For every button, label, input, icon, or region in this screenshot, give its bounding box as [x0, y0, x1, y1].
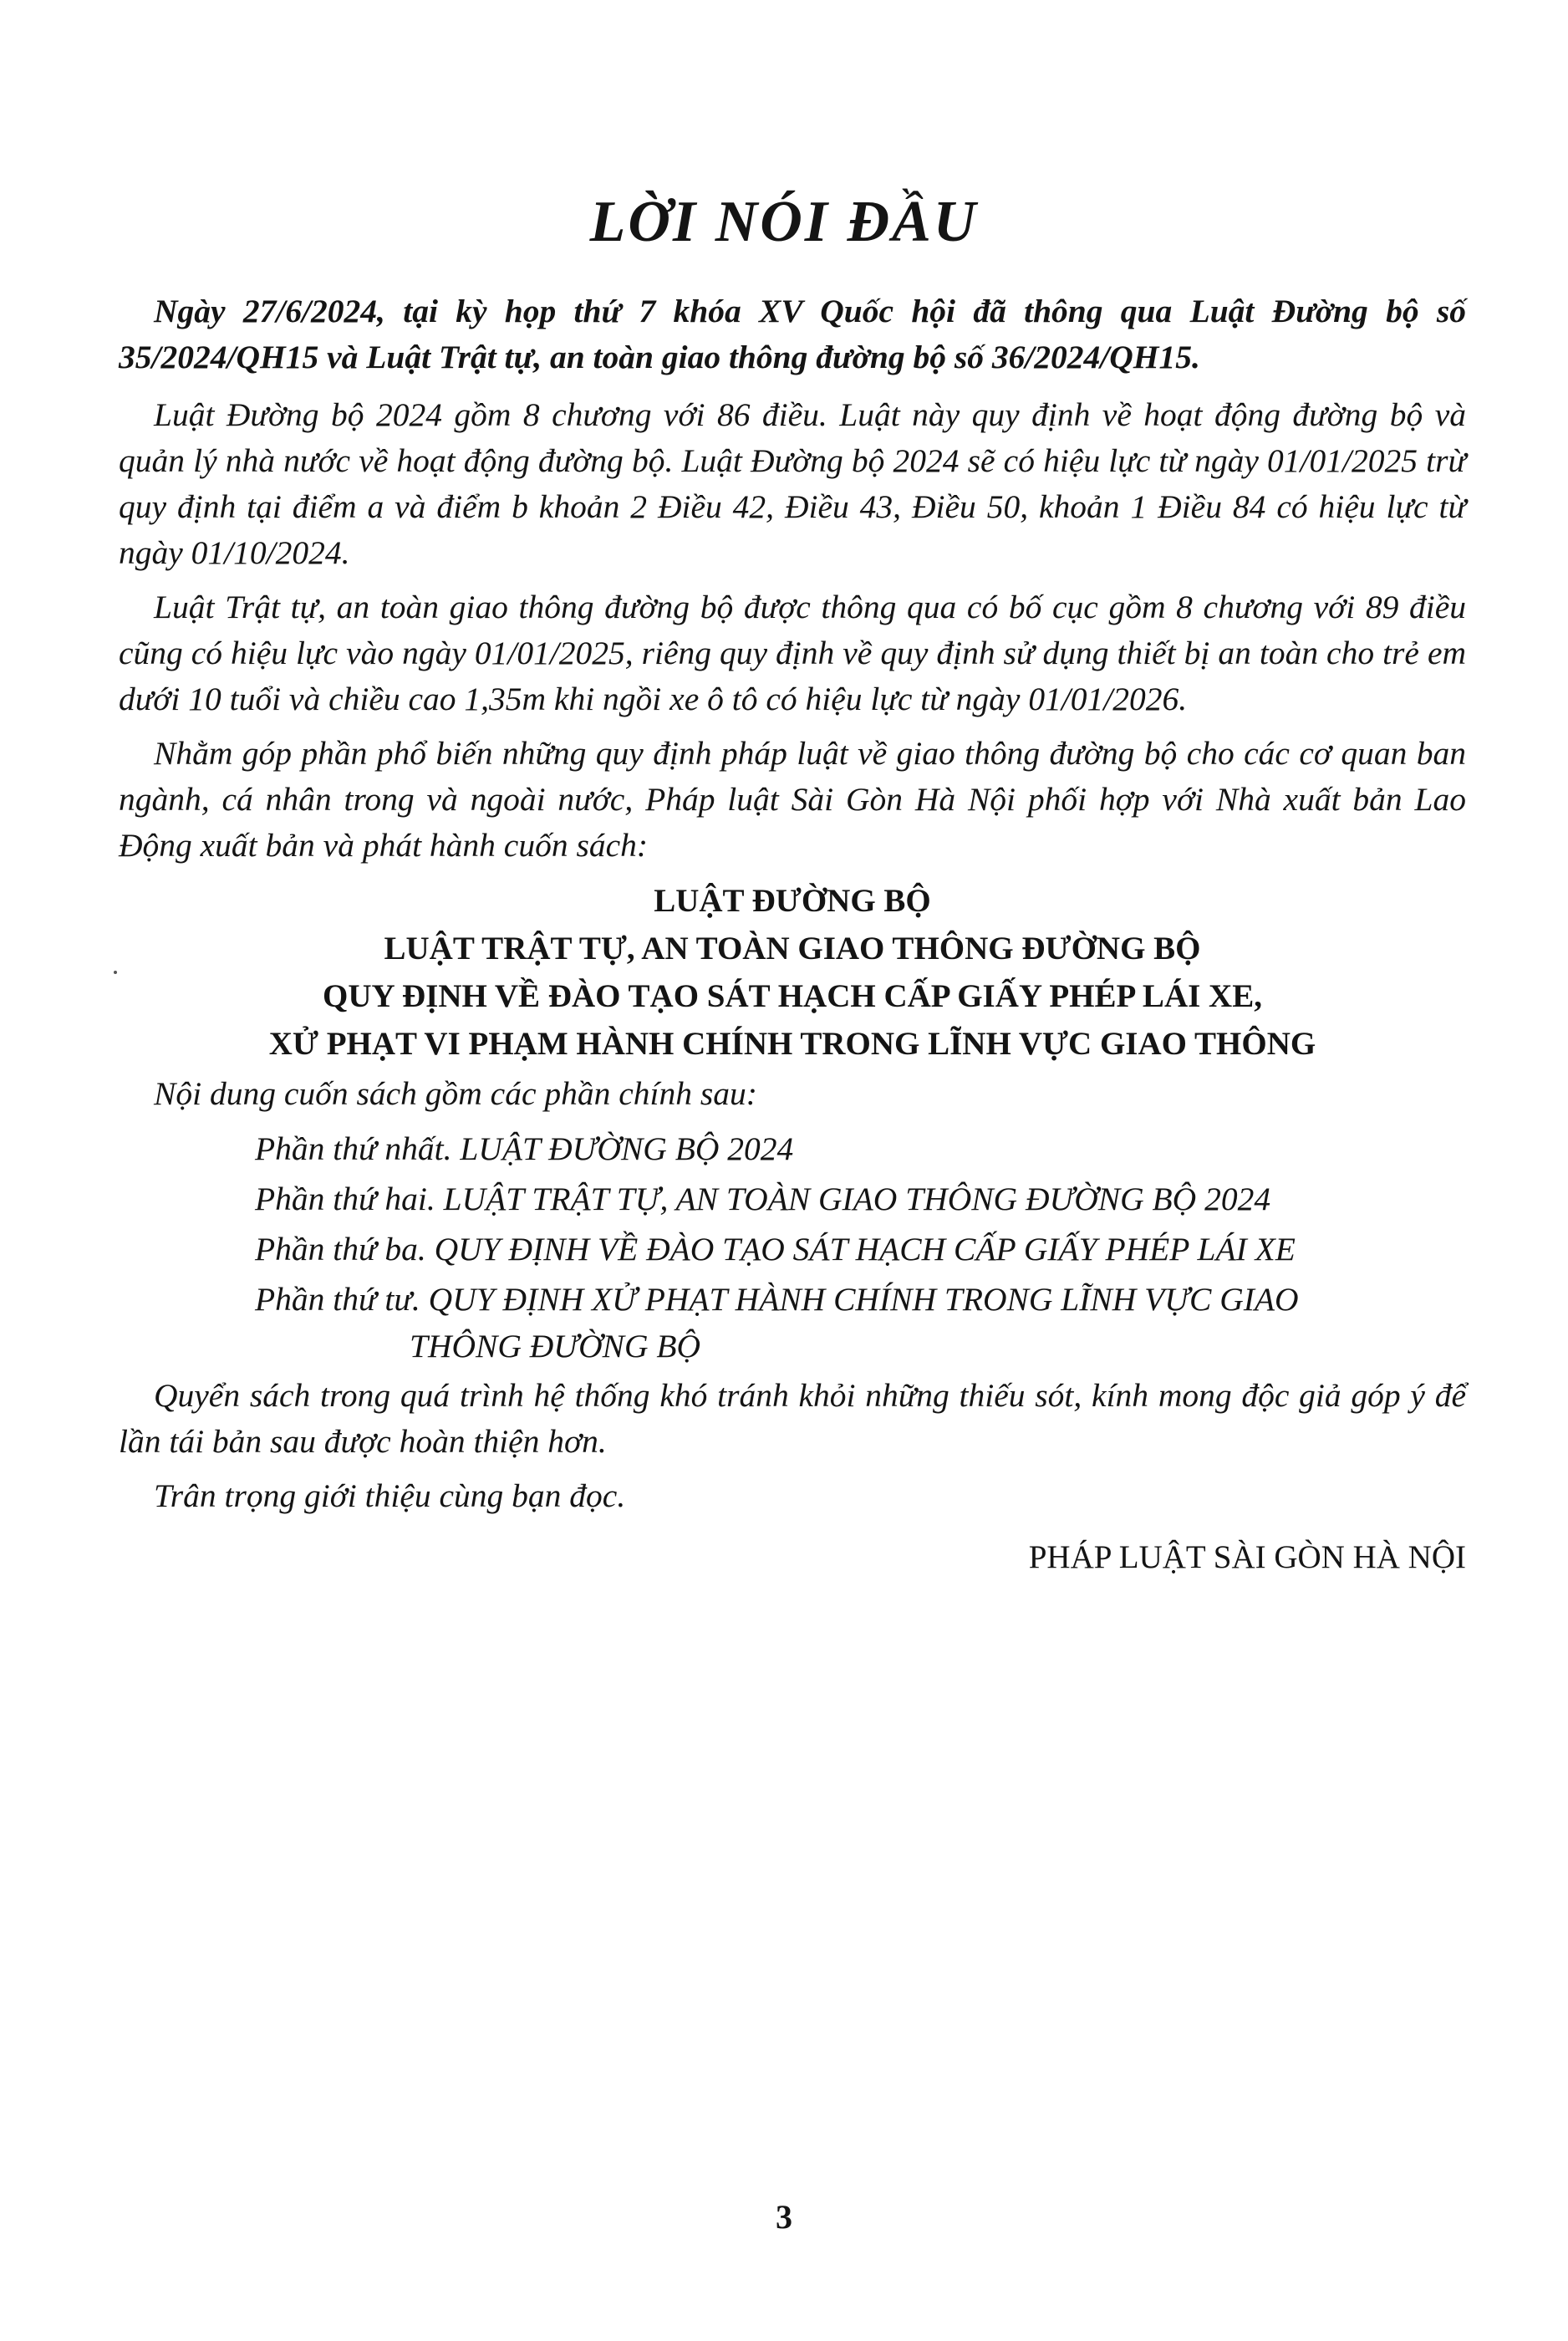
- ink-speck: [114, 971, 117, 974]
- book-title-line: LUẬT ĐƯỜNG BỘ: [654, 883, 931, 919]
- paragraph-purpose: Nhằm góp phần phổ biến những quy định pháp luật về giao thông đường bộ cho các cơ quan ban ngành, cá nhân trong và ngoài nước, Pháp luật Sài Gòn Hà Nội phối hợp với Nhà xuất bản Lao Động xuất bản và phát hành cuốn sách:: [119, 735, 1466, 864]
- paragraph-apology: Quyển sách trong quá trình hệ thống khó tránh khỏi những thiếu sót, kính mong độc giả góp ý để lần tái bản sau được hoàn thiện hơn.: [119, 1377, 1466, 1460]
- preface-body: [119, 288, 1466, 1580]
- contents-intro: Nội dung cuốn sách gồm các phần chính sau:: [154, 1075, 757, 1112]
- contents-item-continuation: THÔNG ĐƯỜNG BỘ: [410, 1328, 700, 1364]
- contents-item: Phần thứ ba. QUY ĐỊNH VỀ ĐÀO TẠO SÁT HẠCH CẤP GIẤY PHÉP LÁI XE: [255, 1231, 1296, 1267]
- contents-item: Phần thứ nhất. LUẬT ĐƯỜNG BỘ 2024: [255, 1130, 794, 1167]
- page-number: 3: [776, 2198, 792, 2236]
- paragraph-intro: Ngày 27/6/2024, tại kỳ họp thứ 7 khóa XV Quốc hội đã thông qua Luật Đường bộ số 35/2024/QH15 và Luật Trật tự, an toàn giao thông đường bộ số 36/2024/QH15.: [119, 293, 1466, 375]
- paragraph-traffic-law: Luật Trật tự, an toàn giao thông đường bộ được thông qua có bố cục gồm 8 chương với 89 điều cũng có hiệu lực vào ngày 01/01/2025, riêng quy định về quy định sử dụng thiết bị an toàn cho trẻ em dưới 10 tuổi và chiều cao 1,35m khi ngồi xe ô tô có hiệu lực từ ngày 01/01/2026.: [119, 589, 1466, 717]
- contents-item: Phần thứ hai. LUẬT TRẬT TỰ, AN TOÀN GIAO THÔNG ĐƯỜNG BỘ 2024: [255, 1181, 1271, 1217]
- contents-list: [119, 1125, 1466, 1369]
- contents-item-line: Phần thứ tư. QUY ĐỊNH XỬ PHẠT HÀNH CHÍNH TRONG LĨNH VỰC GIAO: [255, 1281, 1299, 1318]
- contents-item-part-4: [255, 1276, 1466, 1369]
- paragraph-road-law: Luật Đường bộ 2024 gồm 8 chương với 86 điều. Luật này quy định về hoạt động đường bộ và quản lý nhà nước về hoạt động đường bộ. Luật Đường bộ 2024 sẽ có hiệu lực từ ngày 01/01/2025 trừ quy định tại điểm a và điểm b khoản 2 Điều 42, Điều 43, Điều 50, khoản 1 Điều 84 có hiệu lực từ ngày 01/10/2024.: [119, 396, 1466, 571]
- book-title-block: [119, 877, 1466, 1068]
- page-title: LỜI NÓI ĐẦU: [589, 190, 979, 254]
- publisher-signature: PHÁP LUẬT SÀI GÒN HÀ NỘI: [1028, 1539, 1466, 1575]
- book-title-line: XỬ PHẠT VI PHẠM HÀNH CHÍNH TRONG LĨNH VỰC GIAO THÔNG: [268, 1026, 1316, 1062]
- book-title-line: LUẬT TRẬT TỰ, AN TOÀN GIAO THÔNG ĐƯỜNG BỘ: [384, 931, 1201, 966]
- paragraph-introduction: Trân trọng giới thiệu cùng bạn đọc.: [154, 1477, 626, 1514]
- book-title-line: QUY ĐỊNH VỀ ĐÀO TẠO SÁT HẠCH CẤP GIẤY PHÉP LÁI XE,: [323, 978, 1262, 1014]
